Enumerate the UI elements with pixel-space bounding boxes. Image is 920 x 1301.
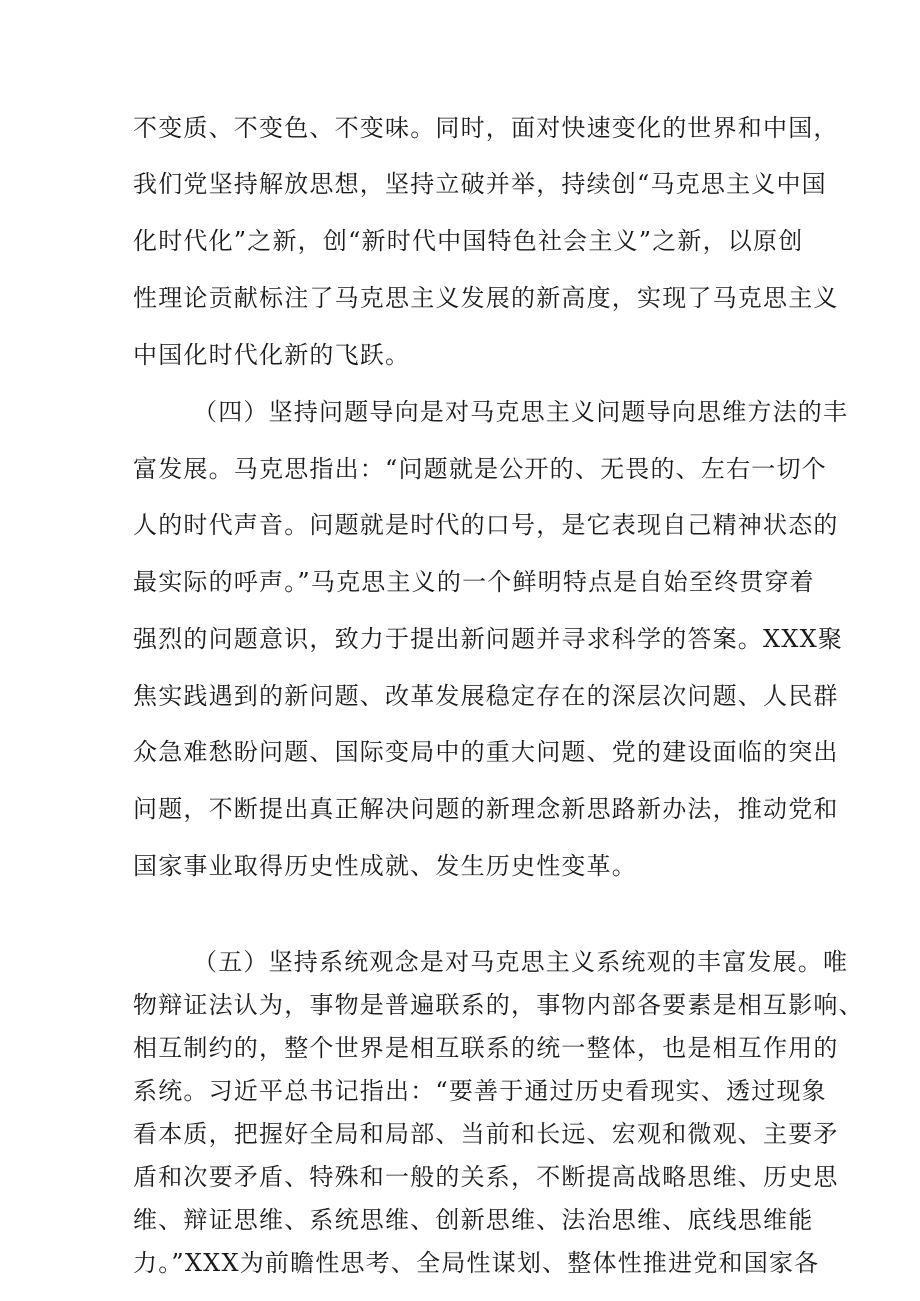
text-line: 维、辩证思维、系统思维、创新思维、法治思维、底线思维能 <box>133 1206 814 1234</box>
paragraph-5-first-line: （五）坚持系统观念是对马克思主义系统观的丰富发展。唯 <box>193 948 849 976</box>
text-line: 力。”XXX为前瞻性思考、全局性谋划、整体性推进党和国家各 <box>133 1249 820 1277</box>
text-line: 相互制约的，整个世界是相互联系的统一整体，也是相互作用的 <box>133 1034 839 1062</box>
text-line: 性理论贡献标注了马克思主义发展的新高度，实现了马克思主义 <box>133 284 839 312</box>
text-line: 系统。习近平总书记指出：“要善于通过历史看现实、透过现象 <box>133 1077 827 1105</box>
text-line: 中国化时代化新的飞跃。 <box>133 341 411 369</box>
text-line: 化时代化”之新，创“新时代中国特色社会主义”之新，以原创 <box>133 227 804 255</box>
text-line: 最实际的呼声。”马克思主义的一个鲜明特点是自始至终贯穿着 <box>133 568 815 596</box>
text-line: 富发展。马克思指出：“问题就是公开的、无畏的、左右一切个 <box>133 455 827 483</box>
text-line: 众急难愁盼问题、国际变局中的重大问题、党的建设面临的突出 <box>133 738 839 766</box>
paragraph-4-first-line: （四）坚持问题导向是对马克思主义问题导向思维方法的丰 <box>193 398 849 426</box>
text-line: 看本质，把握好全局和局部、当前和长远、宏观和微观、主要矛 <box>133 1120 839 1148</box>
text-line: 焦实践遇到的新问题、改革发展稳定存在的深层次问题、人民群 <box>133 682 839 710</box>
text-line: 盾和次要矛盾、特殊和一般的关系，不断提高战略思维、历史思 <box>133 1163 839 1191</box>
text-line: 人的时代声音。问题就是时代的口号，是它表现自己精神状态的 <box>133 511 839 539</box>
text-line: 物辩证法认为，事物是普遍联系的，事物内部各要素是相互影响、 <box>133 991 864 1019</box>
text-line: 问题，不断提出真正解决问题的新理念新思路新办法，推动党和 <box>133 795 839 823</box>
text-line: 国家事业取得历史性成就、发生历史性变革。 <box>133 852 637 880</box>
text-line: 强烈的问题意识，致力于提出新问题并寻求科学的答案。XXX聚 <box>133 625 844 653</box>
text-line: 我们党坚持解放思想，坚持立破并举，持续创“马克思主义中国 <box>133 170 827 198</box>
text-line: 不变质、不变色、不变味。同时，面对快速变化的世界和中国， <box>133 114 839 142</box>
